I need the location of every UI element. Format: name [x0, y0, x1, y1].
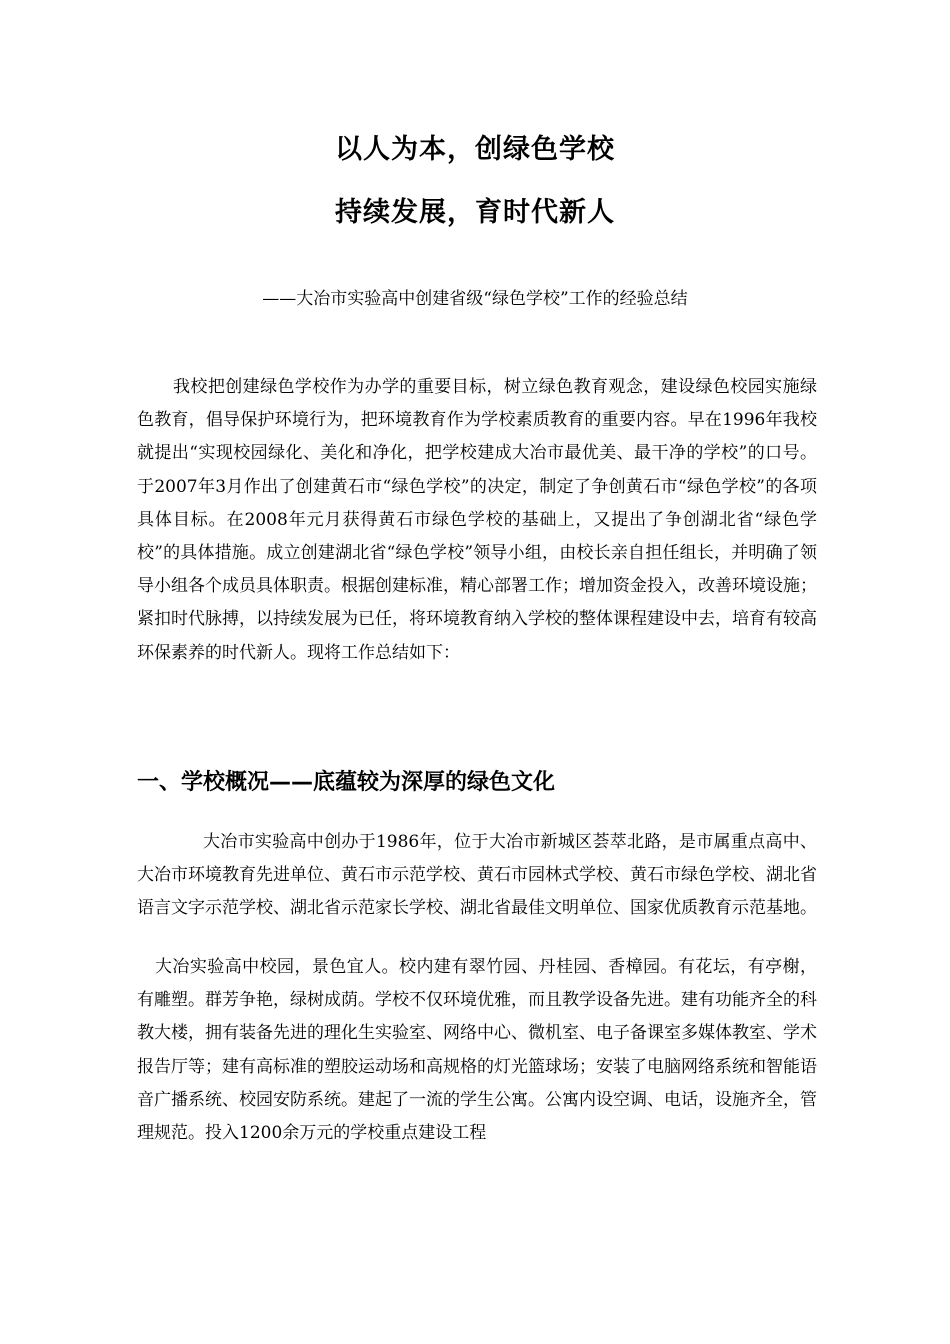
document-subtitle: ——大冶市实验高中创建省级“绿色学校”工作的经验总结 — [262, 289, 688, 309]
section-heading: 一、学校概况——底蕴较为深厚的绿色文化 — [137, 770, 556, 795]
document-title-line-2: 持续发展，育时代新人 — [335, 197, 615, 228]
section-paragraph: 大冶市实验高中创办于1986年，位于大冶市新城区荟萃北路，是市属重点高中、大冶市环境教育先进单位、黄石市示范学校、黄石市园林式学校、黄石市绿色学校、湖北省语言文字示范学校、湖北省示范家长学校、湖北省最佳文明单位、国家优质教育示范基地。 — [137, 832, 817, 919]
intro-paragraph: 我校把创建绿色学校作为办学的重要目标，树立绿色教育观念，建设绿色校园实施绿色教育，倡导保护环境行为，把环境教育作为学校素质教育的重要内容。早在1996年我校就提出“实现校园绿化、美化和净化，把学校建成大冶市最优美、最干净的学校”的口号。于2007年3月作出了创建黄石市“绿色学校”的决定，制定了争创黄石市“绿色学校”的各项具体目标。在2008年元月获得黄石市绿色学校的基础上，又提出了争创湖北省“绿色学校”的具体措施。成立创建湖北省“绿色学校”领导小组，由校长亲自担任组长，并明确了领导小组各个成员具体职责。根据创建标准，精心部署工作；增加资金投入，改善环境设施；紧扣时代脉搏，以持续发展为已任，将环境教育纳入学校的整体课程建设中去，培育有较高环保素养的时代新人。现将工作总结如下： — [137, 377, 817, 663]
section-paragraph: 大冶实验高中校园，景色宜人。校内建有翠竹园、丹桂园、香樟园。有花坛，有亭榭，有雕塑。群芳争艳，绿树成荫。学校不仅环境优雅，而且教学设备先进。建有功能齐全的科教大楼，拥有装备先进的理化生实验室、网络中心、微机室、电子备课室多媒体教室、学术报告厅等；建有高标准的塑胶运动场和高规格的灯光篮球场；安装了电脑网络系统和智能语音广播系统、校园安防系统。建起了一流的学生公寓。公寓内设空调、电话，设施齐全，管理规范。投入1200余万元的学校重点建设工程 — [137, 957, 817, 1144]
document-title-line-1: 以人为本，创绿色学校 — [335, 134, 615, 165]
